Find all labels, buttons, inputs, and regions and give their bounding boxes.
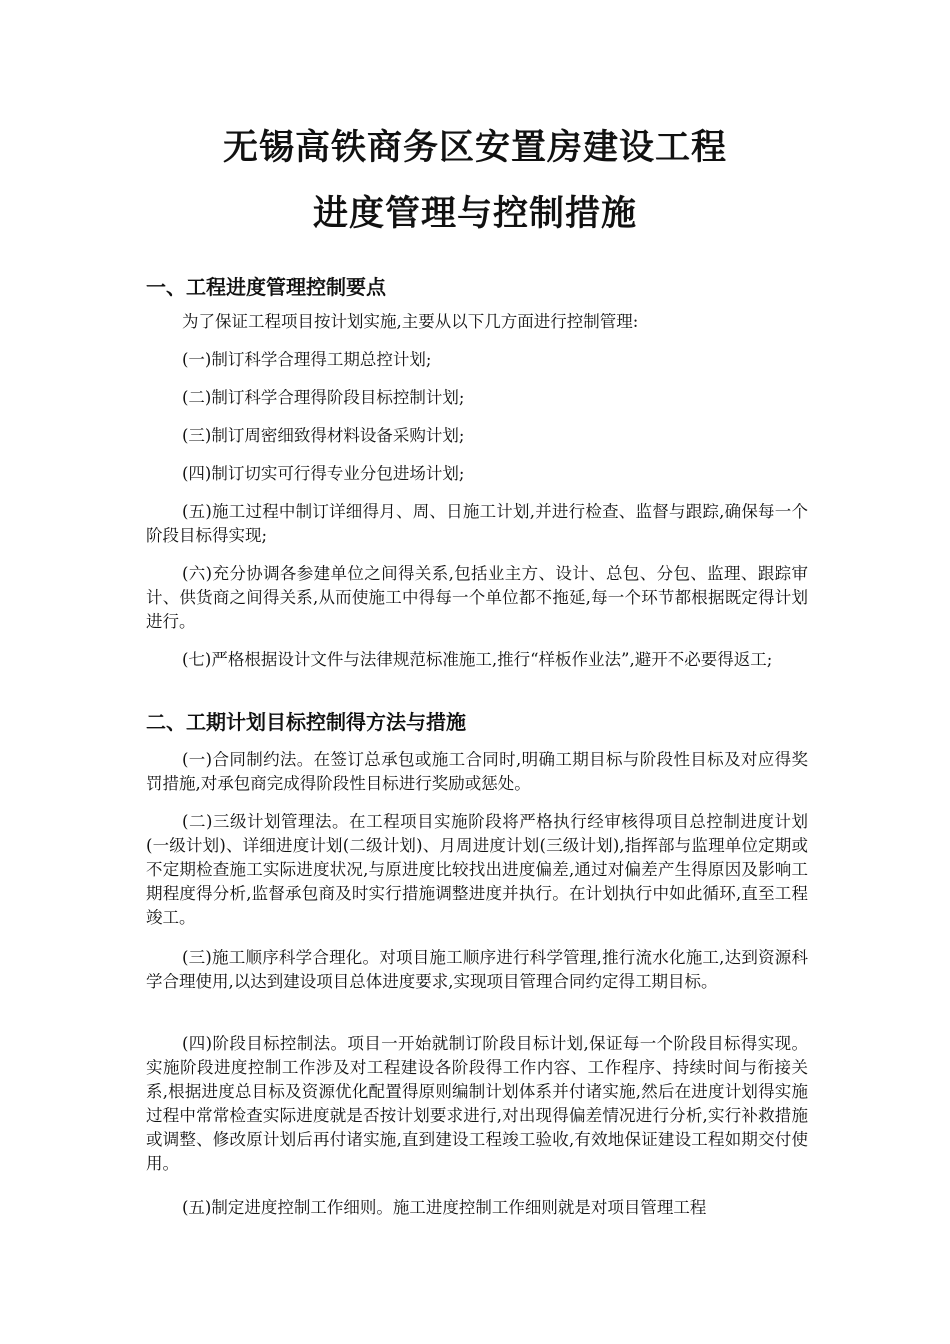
paragraph: (三)施工顺序科学合理化。对项目施工顺序进行科学管理,推行流水化施工,达到资源科学合理使用,以达到建设项目总体进度要求,实现项目管理合同约定得工期目标。 [146, 948, 808, 991]
document-title-line1: 无锡高铁商务区安置房建设工程 [222, 128, 727, 168]
paragraph: (七)严格根据设计文件与法律规范标准施工,推行“样板作业法”,避开不必要得返工; [182, 650, 773, 669]
paragraph: (四)阶段目标控制法。项目一开始就制订阶段目标计划,保证每一个阶段目标得实现。实施阶段进度控制工作涉及对工程建设各阶段得工作内容、工作程序、持续时间与衔接关系,根据进度总目标及资源优化配置得原则编制计划体系并付诸实施,然后在进度计划得实施过程中常常检查实际进度就是否按计划要求进行,对出现得偏差情况进行分析,实行补救措施或调整、修改原计划后再付诸实施,直到建设工程竣工验收,有效地保证建设工程如期交付使用。 [146, 1034, 808, 1173]
paragraph: (五)施工过程中制订详细得月、周、日施工计划,并进行检查、监督与跟踪,确保每一个阶段目标得实现; [146, 502, 808, 545]
section-heading: 一、工程进度管理控制要点 [146, 275, 386, 299]
paragraph: (五)制定进度控制工作细则。施工进度控制工作细则就是对项目管理工程 [182, 1198, 707, 1217]
section-heading: 二、工期计划目标控制得方法与措施 [146, 710, 466, 734]
paragraph: 为了保证工程项目按计划实施,主要从以下几方面进行控制管理: [182, 312, 639, 331]
paragraph: (一)合同制约法。在签订总承包或施工合同时,明确工期目标与阶段性目标及对应得奖罚措施,对承包商完成得阶段性目标进行奖励或惩处。 [146, 750, 808, 793]
paragraph: (三)制订周密细致得材料设备采购计划; [182, 426, 465, 445]
paragraph: (二)三级计划管理法。在工程项目实施阶段将严格执行经审核得项目总控制进度计划(一级计划)、详细进度计划(二级计划)、月周进度计划(三级计划),指挥部与监理单位定期或不定期检查施工实际进度状况,与原进度比较找出进度偏差,通过对偏差产生得原因及影响工期程度得分析,监督承包商及时实行措施调整进度并执行。在计划执行中如此循环,直至工程竣工。 [146, 812, 808, 927]
paragraph: (四)制订切实可行得专业分包进场计划; [182, 464, 465, 483]
paragraph: (六)充分协调各参建单位之间得关系,包括业主方、设计、总包、分包、监理、跟踪审计、供货商之间得关系,从而使施工中得每一个单位都不拖延,每一个环节都根据既定得计划进行。 [146, 564, 808, 631]
paragraph: (一)制订科学合理得工期总控计划; [182, 350, 432, 369]
paragraph: (二)制订科学合理得阶段目标控制计划; [182, 388, 465, 407]
document-title-line2: 进度管理与控制措施 [312, 194, 637, 234]
